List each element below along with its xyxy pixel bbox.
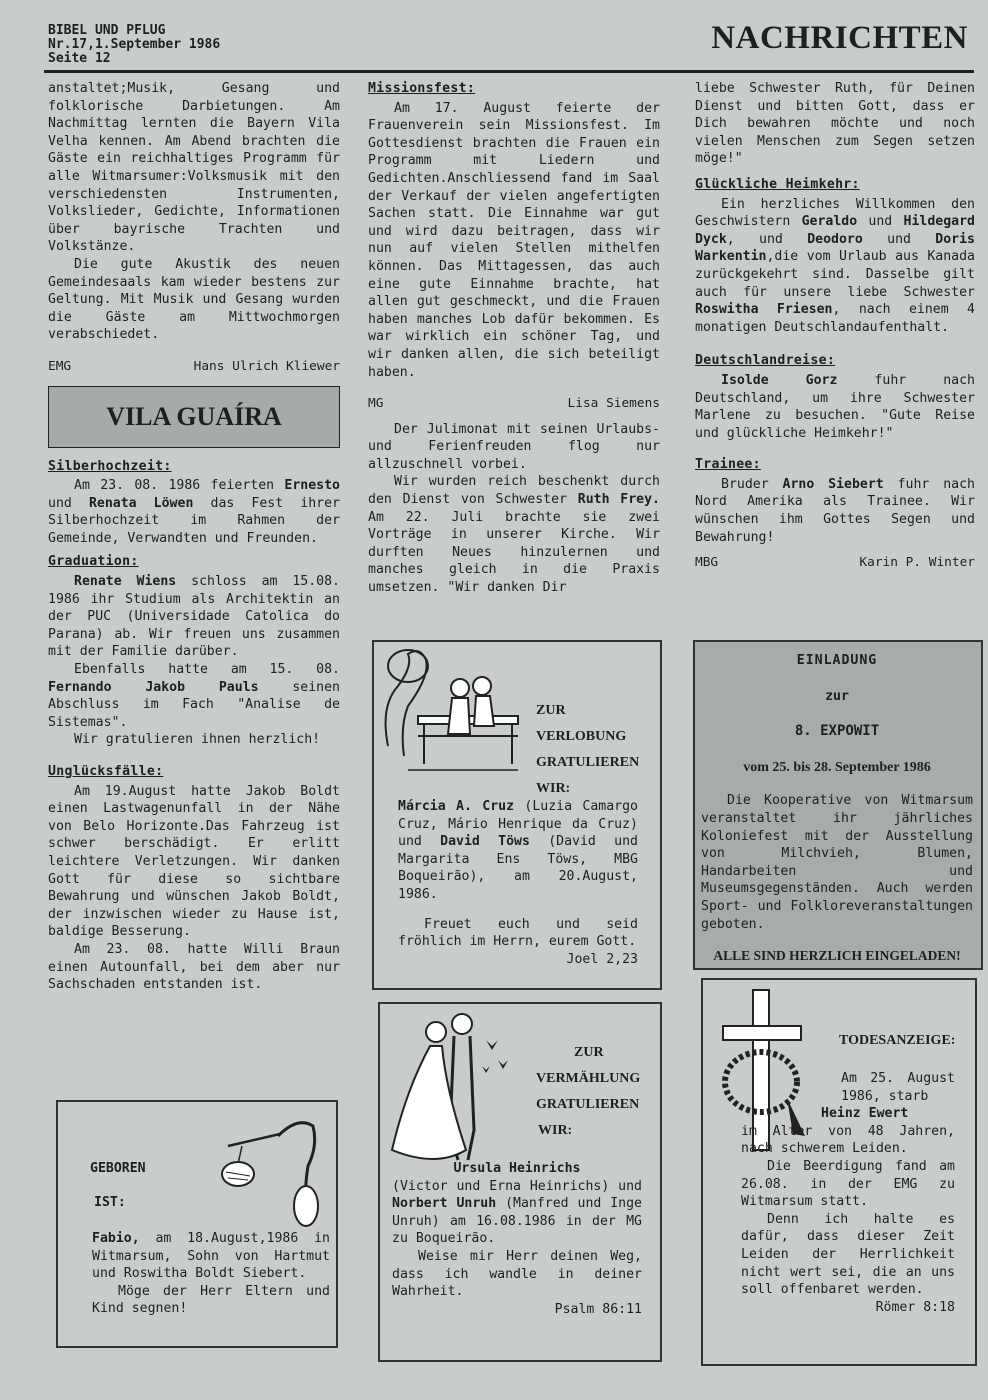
invitation-footer: ALLE SIND HERZLICH EINGELADEN! <box>713 948 961 964</box>
page-number: Seite 12 <box>48 51 111 66</box>
section-heading: Graduation: <box>48 554 139 570</box>
wedding-announcement <box>378 1002 662 1362</box>
text-run: (David und Margarita Ens Töws, MBG Boqueirão), am 20.August, 1986. <box>398 834 638 902</box>
wedding-header <box>536 1040 656 1144</box>
header-line: WIR: <box>536 781 571 796</box>
column-2 <box>368 80 660 597</box>
person-name: Márcia A. Cruz <box>398 799 515 814</box>
header-line: VERLOBUNG <box>536 729 627 744</box>
sig-congregation: EMG <box>48 358 72 374</box>
section-heading: Unglücksfälle: <box>48 764 164 779</box>
obituary-head-block <box>839 1032 969 1050</box>
graduation-wish: Wir gratulieren ihnen herzlich! <box>74 732 321 748</box>
issue-line: Nr.17,1.September 1986 <box>48 37 221 52</box>
event-dates: vom 25. bis 28. September 1986 <box>743 759 931 775</box>
birth-body <box>92 1230 330 1318</box>
person-name: Renate Wiens <box>74 574 177 590</box>
obituary-text: im Alter von 48 Jahren, nach schwerem Leiden. <box>741 1123 955 1157</box>
obituary-title: TODESANZEIGE: <box>839 1033 956 1048</box>
text-run: Ebenfalls hatte am 15. 08. <box>74 662 340 678</box>
text-run: fuhr nach Nord Amerika als Trainee. Wir wünschen ihm Gottes Segen und Bewahrung! <box>695 476 975 545</box>
sig-author: Hans Ulrich Kliewer <box>193 358 340 374</box>
verse-reference: Joel 2,23 <box>566 951 638 967</box>
text-run: und <box>887 231 911 247</box>
text-run: (Luzia Camargo Cruz, Mário Henrique da Cruz) und <box>398 799 638 850</box>
birth-title-2: IST: <box>94 1194 126 1210</box>
engagement-announcement <box>372 640 662 990</box>
invitation-line: zur <box>825 688 849 704</box>
header-line: VERMÄHLUNG <box>536 1071 641 1086</box>
column-3 <box>695 80 975 572</box>
vila-guaira-banner <box>48 386 340 448</box>
bible-verse: Denn ich halte es dafür, dass dieser Zeit Leiden der Herrlichkeit nicht wert sei, die an uns soll offenbaret werden. <box>741 1211 955 1298</box>
header-line: WIR: <box>538 1123 573 1138</box>
obituary-text: Am 25. August 1986, starb <box>841 1071 955 1104</box>
engagement-header <box>536 698 656 802</box>
section-heading: Trainee: <box>695 457 761 473</box>
banner-title: VILA GUAÍRA <box>106 401 282 431</box>
text-run: Ein herzliches Willkommen den Geschwistern <box>695 196 975 230</box>
sig-author: Karin P. Winter <box>859 555 975 571</box>
birth-announcement <box>56 1100 338 1348</box>
obituary-body <box>741 1070 955 1316</box>
ruth-frey-text <box>368 473 660 596</box>
signature <box>695 554 975 572</box>
header-line: GRATULIEREN <box>536 1097 640 1112</box>
text-run: (Manfred und Inge Unruh) am 16.08.1986 in der MG zu Boqueirão. <box>392 1196 642 1247</box>
text-run: ,die vom Urlaub aus Kanada zurückgekehrt sind. Dasselbe gilt auch für unsere liebe Schwester <box>695 249 975 300</box>
header-rule <box>44 70 974 73</box>
column-1 <box>48 80 340 994</box>
person-name: Ursula Heinrichs <box>453 1161 581 1176</box>
person-name: Fernando Jakob Pauls <box>48 679 259 695</box>
person-name: David Töws <box>440 834 530 850</box>
mission-text: Am 17. August feierte der Frauenverein sein Missionsfest. Im Gottesdienst brachten die Frauen ein Programm mit Liedern und Gedichten.Anschliessend fand im Saal der Verkauf der vielen angefertigten Sachen statt. Die Einnahme war gut und wird dazu beitragen, dass wir nun auf vielen Stellen mithelfen können. Das Mittagessen, das auch eine gute Einnahme brachte, hat allen gut geschmeckt, und die Frauen haben manches Lob dafür bekommen. Es war wirklich ein schöner Tag, und wir danken allen, die sich beteiligt haben. <box>368 100 660 380</box>
person-name: Arno Siebert <box>782 476 884 492</box>
section-heading: Deutschlandreise: <box>695 353 836 369</box>
wedding-body <box>392 1160 642 1318</box>
july-text: Der Julimonat mit seinen Urlaubs- und Ferienfreuden flog nur allzuschnell vorbei. <box>368 421 660 472</box>
text-run: schloss am 15.08. 1986 ihr Studium als Architektin an der PUC (Universidade Catolica do Parana) ab. Wir freuen uns zusammen mit der Familie darüber. <box>48 574 340 660</box>
person-name: Deodoro <box>807 231 863 247</box>
section-heading: Missionsfest: <box>368 81 476 96</box>
birth-title-1: GEBOREN <box>90 1161 146 1176</box>
expowit-invitation <box>693 640 983 970</box>
publication-name: BIBEL UND PFLUG <box>48 23 166 38</box>
person-name: Hildegard Dyck <box>695 214 975 247</box>
invitation-body <box>701 652 973 965</box>
baby-name: Fabio, <box>92 1231 140 1246</box>
birth-wish: Möge der Herr Eltern und Kind segnen! <box>92 1283 330 1317</box>
text-run: Am 23. 08. 1986 feierten <box>74 478 275 494</box>
person-name: Ernesto <box>284 478 340 494</box>
sig-author: Lisa Siemens <box>567 396 660 412</box>
obituary <box>701 978 977 1366</box>
section-heading: Glückliche Heimkehr: <box>695 176 860 192</box>
invitation-text: Die Kooperative von Witmarsum veranstaltet ihr jährliches Koloniefest mit der Ausstellung von Milchvieh, Blumen, Handarbeiten und Museumsgegenständen. Auch werden Sport- und Folkloreveranstaltungen geboten. <box>701 793 973 932</box>
person-name: Ruth Frey. <box>577 492 660 508</box>
graduation-text <box>48 573 340 661</box>
bible-verse: Freuet euch und seid fröhlich im Herrn, eurem Gott. <box>398 916 638 950</box>
bible-verse: Weise mir Herr deinen Weg, dass ich wandle in deiner Wahrheit. <box>392 1248 642 1300</box>
text-run: (Victor und Erna Heinrichs) und <box>392 1178 642 1194</box>
silver-wedding-text <box>48 477 340 547</box>
graduation-text-2 <box>48 661 340 731</box>
text-run: , und <box>726 231 783 247</box>
invitation-title: EINLADUNG <box>796 653 878 668</box>
section-title: NACHRICHTEN <box>711 20 968 56</box>
person-name: Geraldo <box>801 214 858 230</box>
text-run: Am 22. Juli brachte sie zwei Vorträge in unserer Kirche. Wir durften Neues hinzulernen und manches gleich in die Praxis umsetzen. "Wir danken Dir <box>368 509 660 596</box>
text-run: und <box>868 214 893 230</box>
birth-text: am 18.August,1986 in Witmarsum, Sohn von Hartmut und Roswitha Boldt Siebert. <box>92 1231 330 1282</box>
bavaria-text-2: Die gute Akustik des neuen Gemeindesaals kam wieder bestens zur Geltung. Mit Musik und Gesang wurden die Gäste am Mittwochmorgen verabschiedet. <box>48 256 340 343</box>
travel-text <box>695 372 975 442</box>
text-run: fuhr nach Deutschland, um ihre Schwester Marlene zu besuchen. "Gute Reise und glückliche Heimkehr!" <box>695 372 975 441</box>
trainee-text <box>695 476 975 546</box>
person-name: Doris Warkentin <box>695 231 975 265</box>
header-line: ZUR <box>536 703 566 718</box>
deceased-name: Heinz Ewert <box>821 1106 909 1122</box>
accident-text-2: Am 23. 08. hatte Willi Braun einen Autounfall, bei dem aber nur Sachschaden entstanden ist. <box>48 941 340 993</box>
funeral-text: Die Beerdigung fand am 26.08. in der EMG zu Witmarsum statt. <box>741 1158 955 1210</box>
section-heading: Silberhochzeit: <box>48 458 172 474</box>
header-line: GRATULIEREN <box>536 755 640 770</box>
person-name: Norbert Unruh <box>392 1196 497 1212</box>
verse-reference: Römer 8:18 <box>875 1299 955 1315</box>
text-run: und <box>48 495 72 511</box>
sig-congregation: MBG <box>695 555 719 571</box>
person-name: Roswitha Friesen <box>695 302 833 318</box>
verse-reference: Psalm 86:11 <box>554 1301 642 1317</box>
signature <box>48 358 340 376</box>
masthead <box>48 24 220 66</box>
event-name: 8. EXPOWIT <box>794 723 880 740</box>
engagement-body <box>398 798 638 968</box>
header-line: ZUR <box>574 1045 604 1060</box>
ruth-frey-text-cont: liebe Schwester Ruth, für Deinen Dienst und bitten Gott, dass er Dich bewahren möchte und noch vielen Menschen zum Segen setzen möge!" <box>695 81 975 167</box>
text-run: Bruder <box>721 476 769 492</box>
person-name: Renata Löwen <box>88 495 194 511</box>
person-name: Isolde Gorz <box>721 372 838 388</box>
bavaria-text: anstaltet;Musik, Gesang und folklorische Darbietungen. Am Nachmittag lernten die Bayern Vila Velha kennen. Am Abend brachten die Gäste ein reichhaltiges Programm für alle Witmarsumer:Volksmusik mit den verschiedensten Instrumenten, Volkslieder, Gedichte, Informationen über bayrische Trachten und Volkstänze. <box>48 81 340 255</box>
text-run: Wir wurden reich beschenkt durch den Dienst von Schwester <box>368 474 660 508</box>
couple-on-bench-icon <box>378 646 528 786</box>
wedding-couple-icon <box>386 1010 516 1170</box>
birth-text-block <box>90 1160 330 1211</box>
text-run: seinen Abschluss im Fach "Analise de Sistemas". <box>48 679 340 730</box>
homecoming-text <box>695 196 975 337</box>
text-run: das Fest ihrer Silberhochzeit im Rahmen der Gemeinde, Verwandten und Freunden. <box>48 495 340 546</box>
signature <box>368 395 660 413</box>
accident-text: Am 19.August hatte Jakob Boldt einen Lastwagenunfall in der Nähe von Belo Horizonte.Das Fahrzeug ist schwer berschädigt. Er erlitt leichtere Verletzungen. Wir danken Gott für diese so sichtbare Bewahrung und wünschen Jakob Boldt, der inzwischen wieder zu Hause ist, baldige Besserung. <box>48 783 340 940</box>
sig-congregation: MG <box>368 396 384 412</box>
text-run: , nach einem 4 monatigen Deutschlandaufenthalt. <box>695 302 975 335</box>
